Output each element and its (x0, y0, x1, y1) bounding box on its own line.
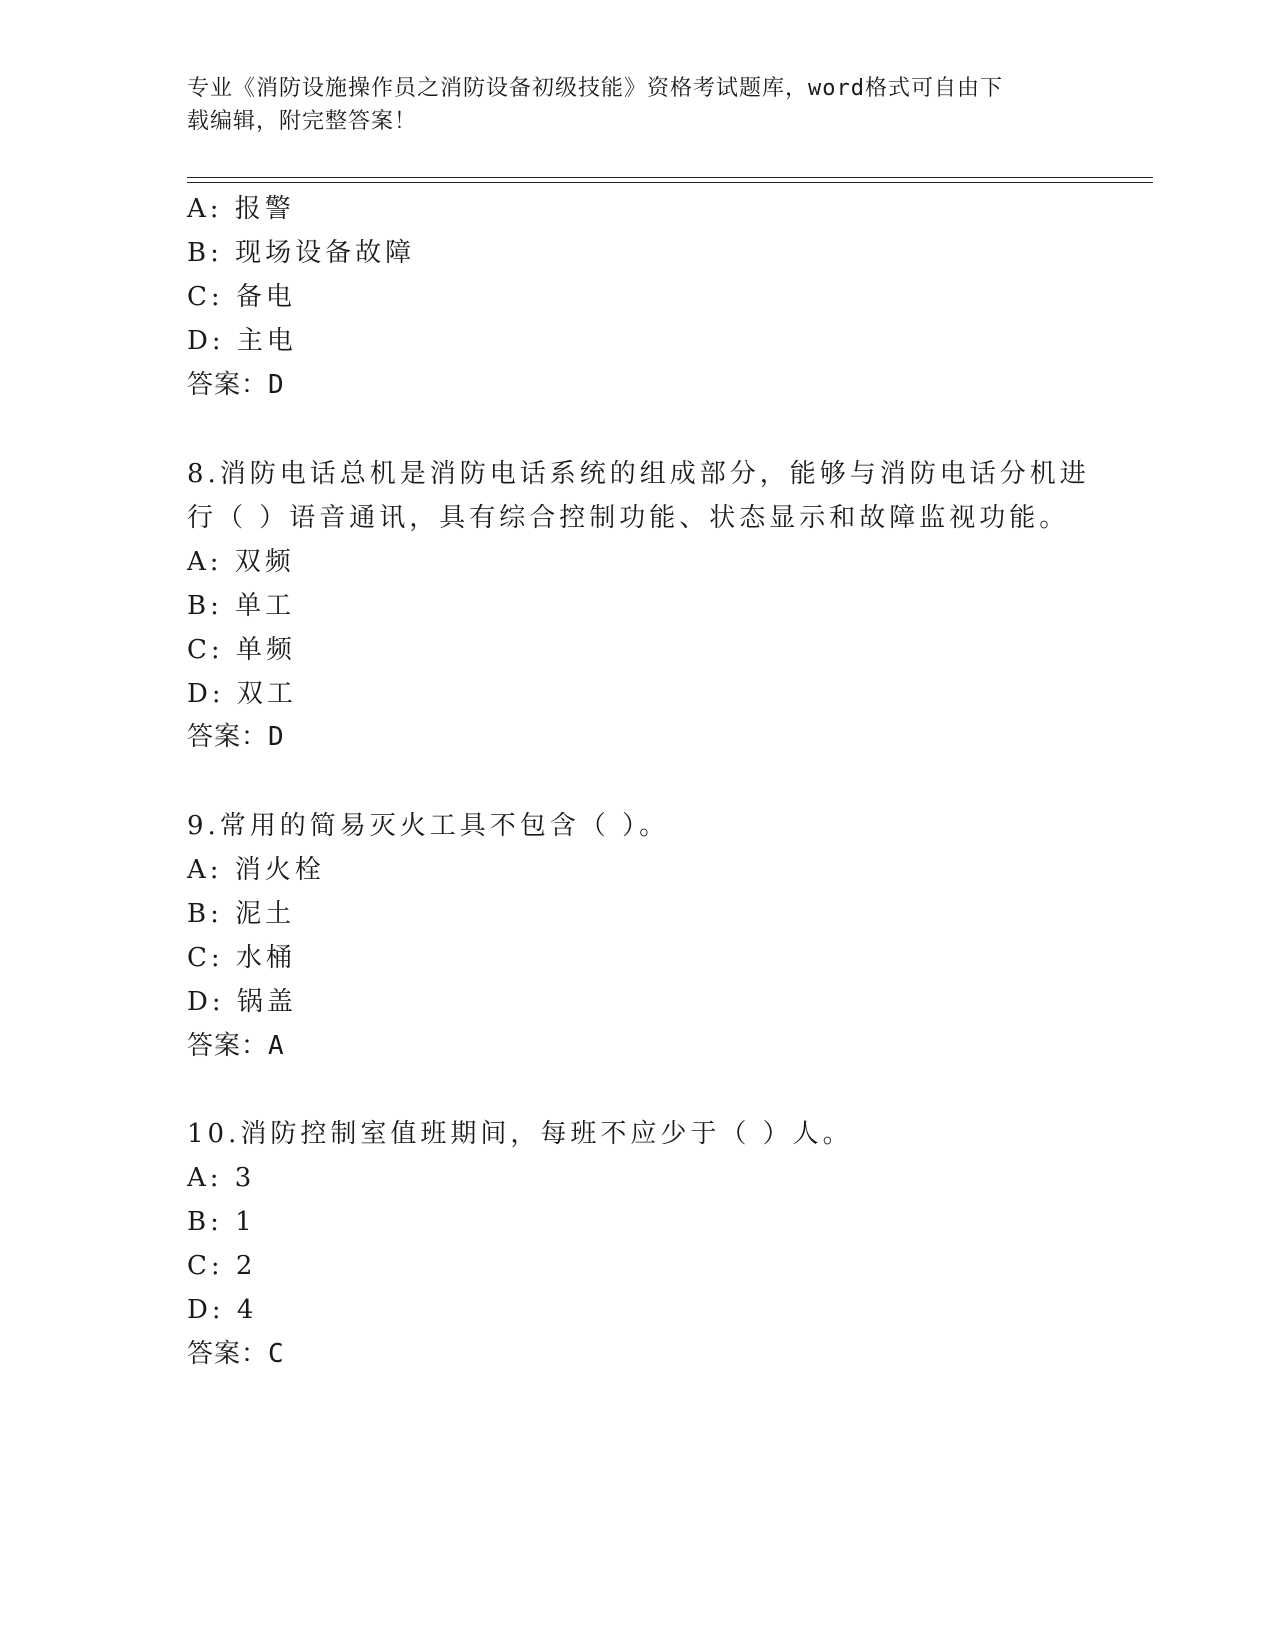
q10-option-b: B: 1 (187, 1207, 256, 1237)
header-rule-bottom (187, 182, 1153, 183)
q8-answer: 答案：D (187, 722, 285, 752)
q8-stem-line-1: 8.消防电话总机是消防电话系统的组成部分，能够与消防电话分机进 (187, 459, 1090, 489)
header-line-2: 载编辑，附完整答案！ (187, 109, 418, 134)
q9-option-b: B: 泥土 (187, 899, 296, 929)
header-rule-top (187, 177, 1153, 178)
q9-answer: 答案：A (187, 1031, 285, 1061)
q8-stem-line-2: 行（ ）语音通讯，具有综合控制功能、状态显示和故障监视功能。 (187, 503, 1070, 533)
q8-option-d: D: 双工 (187, 679, 297, 709)
q10-option-a: A: 3 (187, 1163, 256, 1193)
q8-option-b: B: 单工 (187, 591, 296, 621)
q9-option-d: D: 锅盖 (187, 987, 297, 1017)
q10-option-c: C: 2 (187, 1251, 257, 1281)
q7-option-d: D: 主电 (187, 326, 297, 356)
q7-option-b: B: 现场设备故障 (187, 238, 416, 268)
q7-option-a: A: 报警 (187, 194, 295, 224)
q10-stem-line-1: 10.消防控制室值班期间，每班不应少于（ ）人。 (187, 1119, 853, 1149)
q8-option-a: A: 双频 (187, 547, 295, 577)
header-line-1: 专业《消防设施操作员之消防设备初级技能》资格考试题库，word格式可自由下 (187, 76, 1003, 101)
q9-option-a: A: 消火栓 (187, 855, 325, 885)
q7-option-c: C: 备电 (187, 282, 296, 312)
q9-stem-line-1: 9.常用的简易灭火工具不包含（ ）。 (187, 811, 670, 841)
q8-option-c: C: 单频 (187, 635, 296, 665)
q10-option-d: D: 4 (187, 1295, 258, 1325)
document-header (187, 72, 1077, 138)
q7-answer: 答案：D (187, 370, 285, 400)
q9-option-c: C: 水桶 (187, 943, 296, 973)
q10-answer: 答案：C (187, 1339, 285, 1369)
